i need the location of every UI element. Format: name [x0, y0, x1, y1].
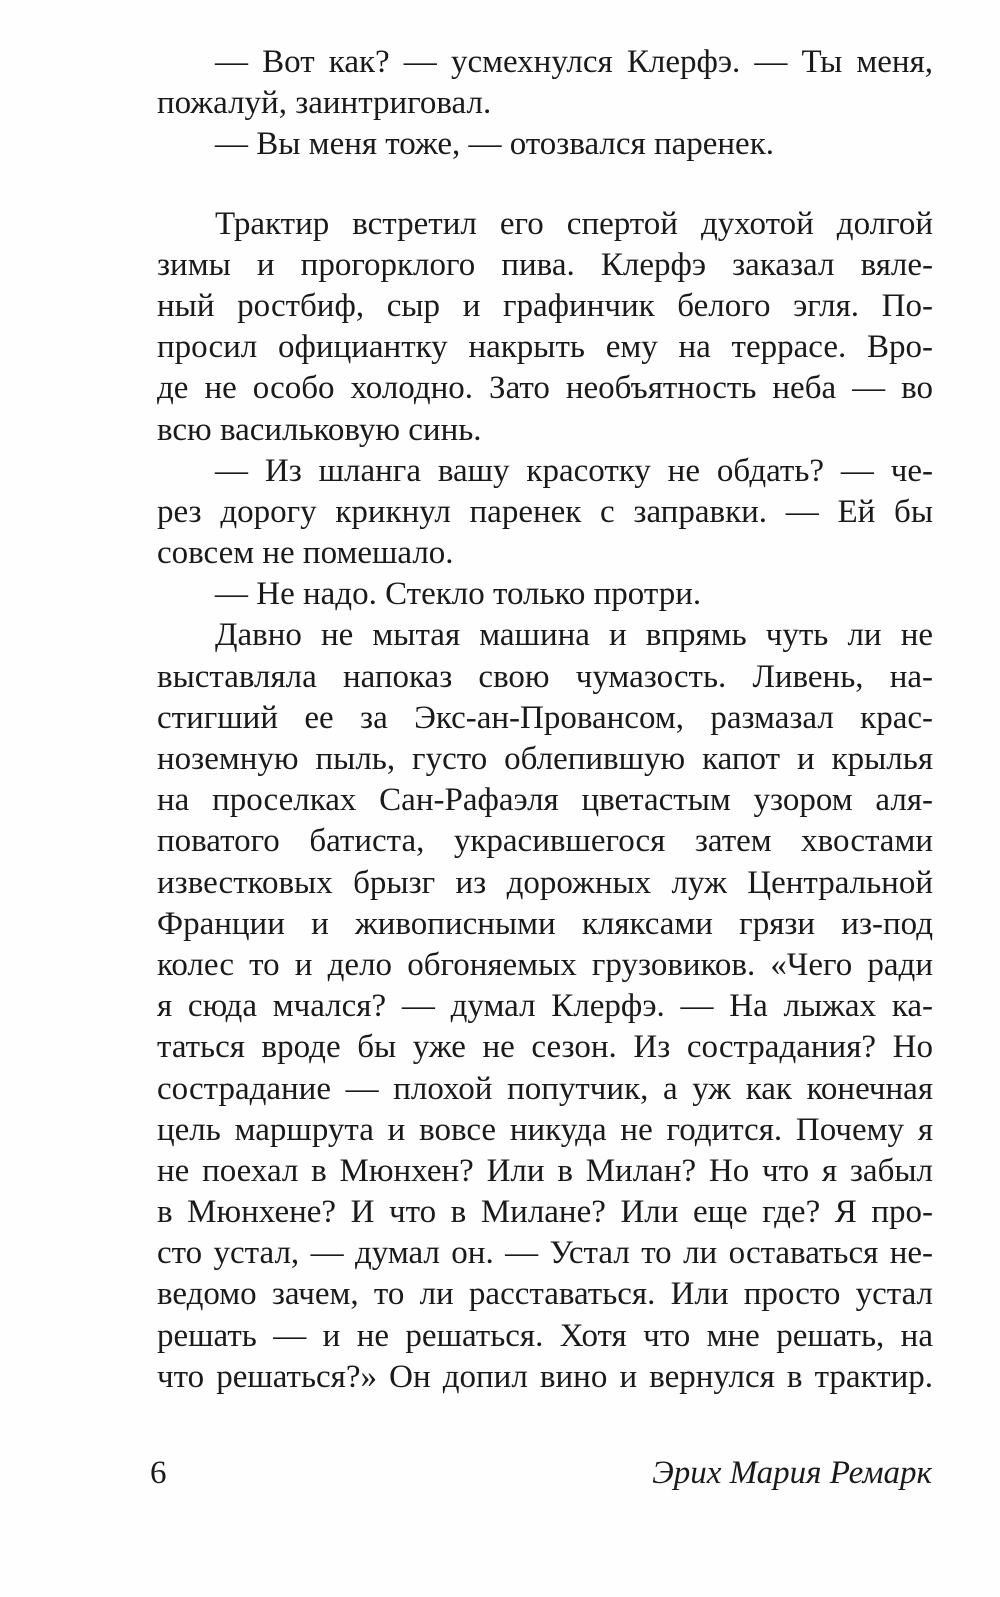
text-line: просил официантку накрыть ему на террасе. Вро-	[157, 329, 933, 366]
text-line: Давно не мытая машина и впрямь чуть ли не	[215, 617, 933, 654]
text-line: выставляла напоказ свою чумазость. Ливень, на-	[157, 658, 933, 695]
text-line: Франции и живописными кляксами грязи из-под	[157, 905, 933, 942]
page-number: 6	[150, 1455, 167, 1491]
text-line: зимы и прогорклого пива. Клерфэ заказал вяле-	[157, 246, 933, 283]
text-line: сто устал, — думал он. — Устал то ли оставаться не-	[157, 1235, 933, 1272]
text-line: поватого батиста, украсившегося затем хвостами	[157, 823, 933, 860]
text-line: — Вот как? — усмехнулся Клерфэ. — Ты меня,	[215, 44, 933, 80]
text-line: ный ростбиф, сыр и графинчик белого эгля. По-	[157, 287, 933, 324]
text-line: что решаться?» Он допил вино и вернулся в трактир.	[157, 1358, 933, 1395]
body-text	[157, 42, 933, 1398]
text-line: я сюда мчался? — думал Клерфэ. — На лыжах ка-	[157, 988, 933, 1025]
text-line: пожалуй, заинтриговал.	[157, 85, 492, 122]
text-line: не поехал в Мюнхен? Или в Милан? Но что я забыл	[157, 1152, 933, 1189]
text-line: колес то и дело обгоняемых грузовиков. «Чего ради	[157, 946, 933, 983]
text-line: на проселках Сан-Рафаэля цветастым узором аля-	[157, 782, 933, 819]
text-line: решать — и не решаться. Хотя что мне решать, на	[157, 1317, 933, 1354]
text-line: таться вроде бы уже не сезон. Из сострадания? Но	[157, 1029, 933, 1066]
text-line: ноземную пыль, густо облепившую капот и крылья	[157, 741, 933, 777]
text-line: — Не надо. Стекло только протри.	[215, 576, 702, 613]
text-line: всю васильковую синь.	[157, 411, 482, 448]
text-line: рез дорогу крикнул паренек с заправки. — Ей бы	[157, 493, 933, 530]
text-line: известковых брызг из дорожных луж Центральной	[157, 864, 933, 901]
running-footer-author: Эрих Мария Ремарк	[652, 1455, 932, 1491]
section-break	[157, 166, 933, 204]
text-line: — Из шланга вашу красотку не обдать? — че-	[215, 452, 933, 489]
text-line: совсем не помешало.	[157, 535, 454, 572]
text-line: Трактир встретил его спертой духотой долгой	[215, 205, 933, 242]
text-line: ведомо зачем, то ли расставаться. Или просто устал	[157, 1276, 933, 1313]
text-line: стигший ее за Экс-ан-Провансом, размазал крас-	[157, 699, 933, 736]
text-line: сострадание — плохой попутчик, а уж как конечная	[157, 1070, 933, 1107]
text-line: — Вы меня тоже, — отозвался паренек.	[215, 126, 774, 163]
text-line: де не особо холодно. Зато необъятность неба — во	[157, 370, 933, 407]
text-line: цель маршрута и вовсе никуда не годится. Почему я	[157, 1111, 933, 1148]
text-line: в Мюнхене? И что в Милане? Или еще где? Я про-	[157, 1194, 933, 1231]
